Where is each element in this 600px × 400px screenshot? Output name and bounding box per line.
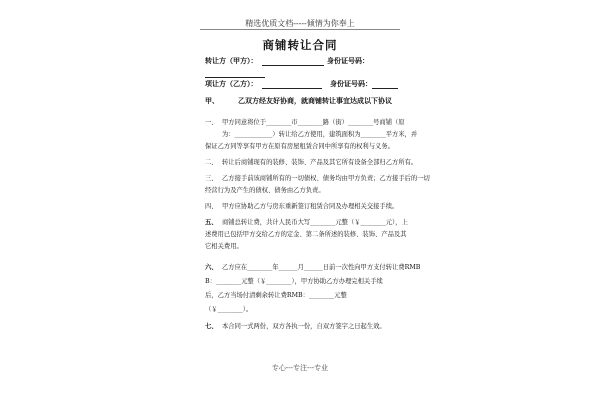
- clause-number: 四、: [205, 203, 218, 210]
- clause-number: 五、: [205, 219, 218, 226]
- id-label-2: 身份证号码：: [330, 79, 372, 88]
- clause-line: 乙方应在________年______月______日前一次性向甲方支付转让费RMB: [222, 264, 421, 271]
- contract-title: 商铺转让合同: [262, 38, 338, 52]
- clause-number: 七、: [205, 323, 218, 330]
- clause-line: 经营行为及产生的债权、债务由乙方负责。: [205, 187, 325, 194]
- id-label-1: 身份证号码：: [327, 56, 369, 65]
- transferor-label: 转让方（甲方）：: [205, 56, 258, 65]
- clause-line: B：________元整（￥________），甲方协助乙方办理完相关手续: [205, 278, 383, 285]
- clause-line: 为：____________）转让给乙方使用，建筑面积为________平方米，并: [222, 131, 418, 138]
- clause-line: 甲方应协助乙方与房东重新签订租赁合同及办理相关交接手续。: [222, 203, 399, 210]
- clause-line: 甲方同意将位于________市________路（街）________号商铺（原: [222, 119, 405, 126]
- clause-line: 后，乙方当场付清剩余转让费RMB：________元整: [205, 292, 347, 299]
- transferee-label: 项让方（乙方）：: [205, 79, 258, 88]
- clause-line: 乙方接手前该商铺所有的一切债权、债务均由甲方负责；乙方接手后的一切: [222, 175, 430, 182]
- clause-line: 述费用已包括甲方交给乙方的定金、第二条所述的装修、装饰、产品及其: [205, 231, 407, 238]
- transferee-blank: [262, 88, 322, 89]
- clause-line: 本合同一式两份，双方各执一份，自双方签字之日起生效。: [222, 323, 386, 330]
- intro-text: 乙双方经友好协商，就商铺转让事宜达成以下协议: [238, 96, 392, 105]
- clause-line: （￥________）。: [205, 306, 253, 313]
- clause-line: 它相关费用。: [205, 243, 243, 250]
- header-divider: [200, 29, 400, 30]
- clause-number: 二、: [205, 159, 218, 166]
- clause-line: 商铺总转让费，共计人民币大写________元整（￥________元），上: [222, 219, 408, 226]
- clause-number: 六、: [205, 264, 218, 271]
- document-header: 精选优质文档-----倾情为你奉上: [245, 19, 355, 28]
- id-blank-1: [205, 77, 265, 78]
- document-footer: 专心---专注---专业: [271, 364, 329, 372]
- clause-line: 保证乙方同等享有甲方在原有房屋租赁合同中所享有的权利与义务。: [205, 143, 394, 150]
- clause-line: 转让后商铺现有的装修、装饰、产品及其它所有设备全部归乙方所有。: [222, 159, 418, 166]
- transferor-blank: [262, 65, 324, 66]
- intro-lead: 甲、: [205, 96, 219, 105]
- id-blank-2: [372, 88, 398, 89]
- clause-number: 一、: [205, 119, 218, 126]
- clause-number: 三、: [205, 175, 218, 182]
